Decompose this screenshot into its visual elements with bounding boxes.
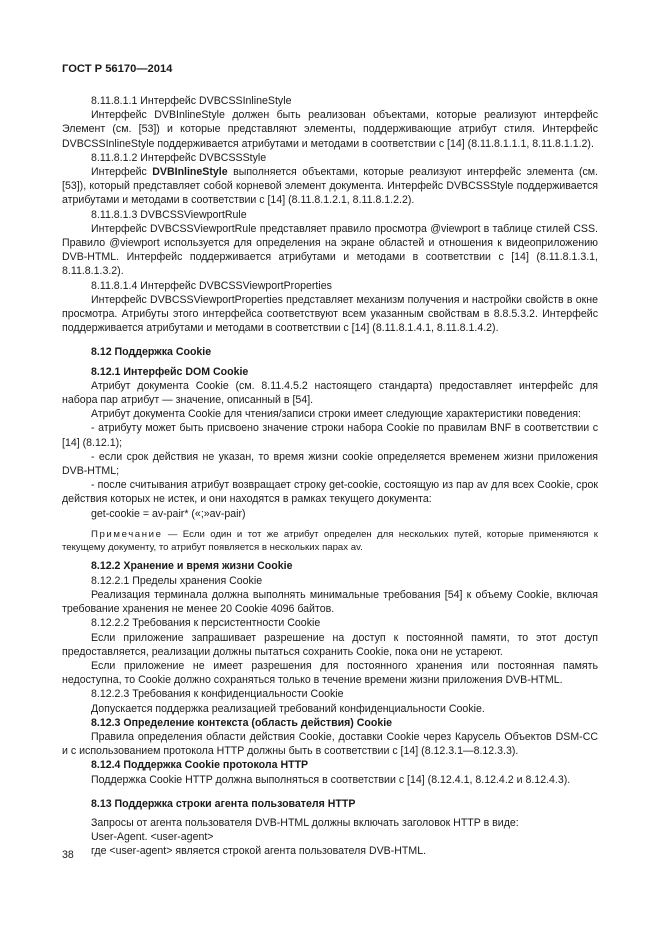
heading-8-11-8-1-2: 8.11.8.1.2 Интерфейс DVBCSSStyle [91, 151, 267, 164]
heading-8-12-1: 8.12.1 Интерфейс DOM Cookie [91, 365, 249, 378]
paragraph: Атрибут документа Cookie для чтения/записи строки имеет следующие характеристики поведения: [91, 408, 581, 421]
heading-8-12-2-2: 8.12.2.2 Требования к персистентности Cookie [91, 617, 321, 630]
heading-8-13: 8.13 Поддержка строки агента пользователя HTTP [91, 797, 356, 810]
heading-8-12-4: 8.12.4 Поддержка Cookie протокола HTTP [91, 759, 309, 772]
page-number: 38 [62, 849, 74, 861]
list-item: - после считывания атрибут возвращает строку get-cookie, состоящую из пар av для всех Cookie, срок действия которых не истек, и они находятся в рамках текущего документа: [62, 479, 598, 506]
paragraph: Если приложение не имеет разрешения для постоянного хранения или постоянная память недоступна, то Cookie должно сохраняться только в течение времени жизни приложения DVB-HTML. [62, 659, 598, 687]
paragraph: где <user-agent> является строкой агента пользователя DVB-HTML. [91, 845, 427, 858]
heading-8-11-8-1-1: 8.11.8.1.1 Интерфейс DVBCSSInlineStyle [91, 95, 292, 107]
heading-8-12-3: 8.12.3 Определение контекста (область действия) Cookie [91, 716, 393, 729]
heading-8-11-8-1-4: 8.11.8.1.4 Интерфейс DVBCSSViewportProperties [91, 279, 332, 292]
paragraph: Интерфейс DVBCSSViewportProperties представляет механизм получения и настройки свойств в окне просмотра. Атрибуты этого интерфейса соответствуют всем указанным свойствам в 8.8.5.3.2. Интерфейс поддерживается атрибутами и методами в соответствии с [14] (8.11.8.1.4.1, 8.11.8.1.4.2). [62, 293, 598, 335]
heading-8-12-2-3: 8.12.2.3 Требования к конфиденциальности Cookie [91, 688, 344, 701]
bold-term: DVBInlineStyle [152, 166, 228, 179]
heading-8-12-2-1: 8.12.2.1 Пределы хранения Cookie [91, 574, 263, 587]
note-label: Примечание [91, 528, 163, 540]
text: выполняется объектами, которые реализуют интерфейс элемента (см. [53]), который представляет собой корневой элемент документа. Интерфейс DVBCSSStyle поддерживается атрибутами и методами в соответствии с [14] (8.11.8.1.2.1, 8.11.8.1.2.2). [62, 166, 598, 207]
list-item: - атрибуту может быть присвоено значение строки набора Cookie по правилам BNF в соответствии с [14] (8.12.1); [62, 422, 598, 449]
paragraph: Интерфейс DVBCSSViewportRule представляет правило просмотра @viewport в таблице стилей CSS. Правило @viewport используется для определения на экране областей и отношения к видеоприложению DVB-HTML. Интерфейс поддерживается атрибутами и методами в соответствии с [14] (8.11.8.1.3.1, 8.11.8.1.3.2). [62, 222, 598, 278]
document-body [62, 94, 598, 859]
note-text: — Если один и тот же атрибут определен для нескольких путей, которые применяются к текущему документу, то атрибут появляется в нескольких парах av. [62, 528, 598, 553]
paragraph: Правила определения области действия Cookie, доставки Cookie через Карусель Объектов DSM-CC и с использованием протокола HTTP должны быть в соответствии с [14] (8.12.3.1—8.12.3.3). [62, 730, 598, 758]
paragraph: Реализация терминала должна выполнять минимальные требования [54] к объему Cookie, включая требование хранения не менее 20 Cookie 4096 байтов. [62, 588, 598, 616]
heading-8-11-8-1-3: 8.11.8.1.3 DVBCSSViewportRule [91, 208, 247, 221]
paragraph: Интерфейс DVBInlineStyle должен быть реализован объектами, которые реализуют интерфейс Элемент (см. [53]) и которые представляют элементы, поддерживающие атрибут стиля. Интерфейс DVBCSSInlineStyle поддерживается атрибутами и методами в соответствии с [14] (8.11.8.1.1.1, 8.11.8.1.1.2). [62, 109, 598, 150]
paragraph: Атрибут документа Cookie (см. 8.11.4.5.2 настоящего стандарта) предоставляет интерфейс для набора пар атрибут — значение, описанный в [54]. [62, 379, 598, 407]
note [62, 529, 598, 555]
paragraph: Запросы от агента пользователя DVB-HTML должны включать заголовок HTTP в виде: [91, 816, 519, 829]
text: Интерфейс [91, 166, 153, 179]
code-line: get-cookie = av-pair* («;»av-pair) [91, 507, 246, 520]
paragraph: Если приложение запрашивает разрешение на доступ к постоянной памяти, то этот доступ предоставляется, реализации должны пытаться сохранить Cookie, пока они не устареют. [62, 631, 598, 658]
heading-8-12-2: 8.12.2 Хранение и время жизни Cookie [91, 560, 293, 573]
list-item: - если срок действия не указан, то время жизни cookie определяется временем жизни приложения DVB-HTML; [62, 450, 598, 478]
paragraph: User-Agent. <user-agent> [91, 831, 214, 844]
heading-8-12: 8.12 Поддержка Cookie [91, 346, 212, 359]
document-header: ГОСТ Р 56170—2014 [62, 63, 173, 75]
paragraph [62, 165, 598, 208]
paragraph: Допускается поддержка реализацией требований конфиденциальности Cookie. [91, 702, 485, 715]
paragraph: Поддержка Cookie HTTP должна выполняться в соответствии с [14] (8.12.4.1, 8.12.4.2 и 8.12.4.3). [91, 773, 571, 786]
